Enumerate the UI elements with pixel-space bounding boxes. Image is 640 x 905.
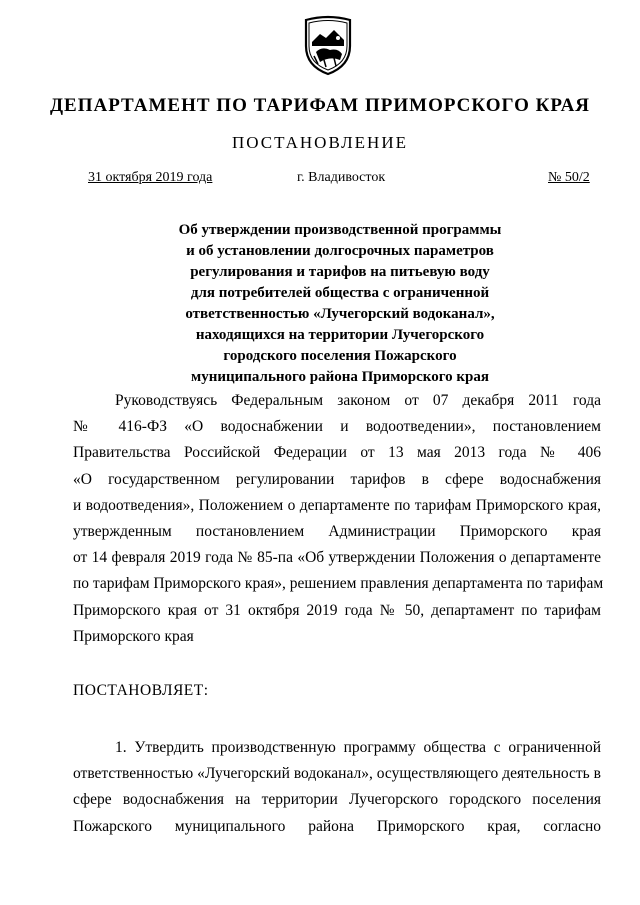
- paragraph-line: «О государственном регулировании тарифов в сфере водоснабжения: [73, 470, 601, 488]
- subject-line: муниципального района Приморского края: [190, 369, 490, 385]
- subject-line: и об установлении долгосрочных параметров: [186, 243, 494, 259]
- paragraph-line: и водоотведения», Положением о департаменте по тарифам Приморского края,: [73, 496, 601, 514]
- paragraph-line: Руководствуясь Федеральным законом от 07 декабря 2011 года: [115, 392, 601, 409]
- subject-line: находящихся на территории Лучегорского: [195, 327, 485, 343]
- subject-line: регулирования и тарифов на питьевую воду: [190, 264, 490, 280]
- paragraph-line: от 14 февраля 2019 года № 85-па «Об утверждении Положения о департаменте: [73, 549, 601, 567]
- document-type: ПОСТАНОВЛЕНИЕ: [231, 133, 408, 152]
- paragraph-line: утвержденным постановлением Администрации Приморского края: [73, 522, 601, 540]
- paragraph-line: по тарифам Приморского края», решением правления департамента по тарифам: [73, 575, 604, 593]
- paragraph-line: № 416-ФЗ «О водоснабжении и водоотведении», постановлением: [73, 418, 601, 436]
- preamble-paragraph: [73, 388, 604, 650]
- subject-line: Об утверждении производственной программы: [178, 222, 502, 238]
- paragraph-line: Пожарского муниципального района Приморского края, согласно: [73, 817, 601, 835]
- department-title: ДЕПАРТАМЕНТ ПО ТАРИФАМ ПРИМОРСКОГО КРАЯ: [49, 95, 591, 116]
- paragraph-line: Приморского края: [73, 627, 194, 645]
- document-date: 31 октября 2019 года: [88, 170, 213, 185]
- document-number: № 50/2: [548, 170, 590, 185]
- document-city: г. Владивосток: [297, 170, 386, 185]
- subject-line: городского поселения Пожарского: [223, 348, 457, 364]
- document-subject: [120, 220, 560, 388]
- resolve-heading: ПОСТАНОВЛЯЕТ:: [73, 682, 209, 699]
- item-1-paragraph: [73, 735, 601, 840]
- paragraph-line: Правительства Российской Федерации от 13 мая 2013 года № 406: [73, 444, 601, 462]
- paragraph-line: сфере водоснабжения на территории Лучегорского городского поселения: [73, 791, 601, 809]
- subject-line: для потребителей общества с ограниченной: [190, 285, 490, 301]
- subject-line: ответственностью «Лучегорский водоканал»,: [185, 306, 495, 322]
- coat-of-arms-emblem: [300, 12, 356, 76]
- paragraph-line: ответственностью «Лучегорский водоканал», осуществляющего деятельность в: [73, 765, 601, 783]
- paragraph-line: 1. Утвердить производственную программу общества с ограниченной: [115, 739, 601, 756]
- paragraph-line: Приморского края от 31 октября 2019 года № 50, департамент по тарифам: [73, 601, 601, 619]
